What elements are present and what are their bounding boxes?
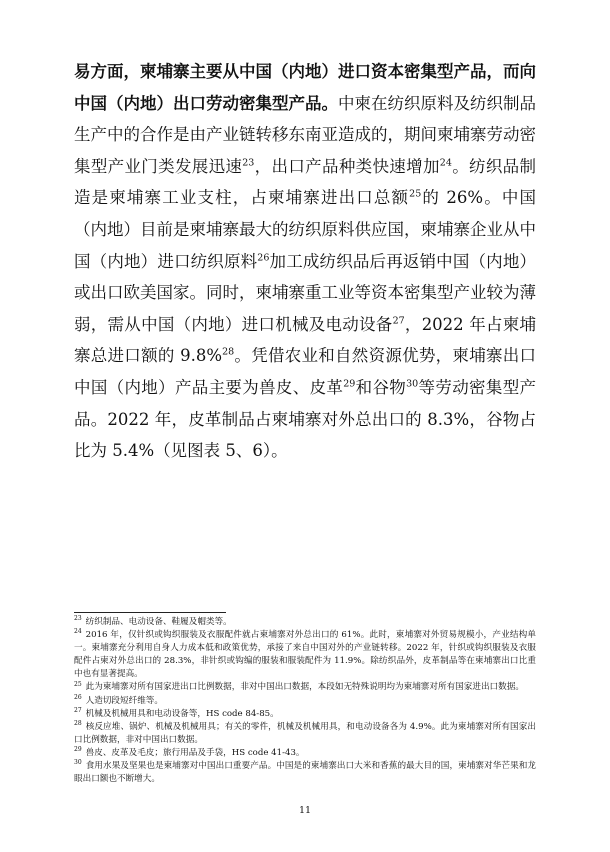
footnote-ref-23[interactable]: 23 [242,157,255,169]
footnote-ref-30[interactable]: 30 [406,378,419,390]
footnotes [74,616,536,786]
footnote-ref-26[interactable]: 26 [257,252,270,264]
footnote-mark: 27 [74,706,82,714]
body-segment: ，出口产品种类快速增加 [254,156,440,176]
footnote-26 [74,695,536,708]
footnote-text: 2016 年，仅针织或钩织服装及衣服配件就占柬埔寨对外总出口的 61%。此时，柬埔寨对外贸易规模小，产业结构单一。柬埔寨充分利用自身人力成本低和政策优势，承接了来自中国对外的产业链转移。2022 年，针织或钩织服装及衣服配件占柬对外总出口的 28.3%，非针织或钩编的服装和服装配件为 11.9%。除纺织品外，皮革制品等在柬埔寨出口比重中也有显著提高。 [74,630,536,680]
footnote-ref-25[interactable]: 25 [409,188,422,200]
body-segment: 等劳动密集型产品。2022 年，皮革制品占柬埔寨对外总出口的 8.3%，谷物占比为 5.4%（见图表 5、6）。 [74,377,537,461]
footnote-29 [74,747,536,760]
page-number: 11 [298,805,312,816]
body-segment: 。纺织品制造是柬埔寨工业支柱，占柬埔寨进出口总额 [74,156,537,208]
footnote-mark: 24 [74,628,82,636]
body-segment: 中柬在纺织原料及纺织制品生产中的合作是由产业链转移东南亚造成的，期间柬埔寨劳动密集型产业门类发展迅速 [74,93,536,176]
footnote-text: 兽皮、皮革及毛皮；旅行用品及手袋，HS code 41-43。 [85,747,305,758]
footnote-ref-29[interactable]: 29 [343,378,356,390]
footnote-mark: 28 [74,719,82,727]
footnote-mark: 25 [74,680,82,688]
body-paragraph [74,56,536,467]
footnote-23 [74,616,536,629]
footnote-text: 此为柬埔寨对所有国家进出口比例数据，非对中国出口数据，本段如无特殊说明均为柬埔寨对所有国家进出口数据。 [85,682,524,693]
footnote-28 [74,721,536,747]
footnote-25 [74,681,536,694]
footnote-27 [74,708,536,721]
footnote-24 [74,629,536,681]
footnote-mark: 26 [74,693,82,701]
footnote-text: 纺织制品、电动设备、鞋履及帽类等。 [85,617,232,627]
footnote-divider [74,612,226,613]
footnote-text: 机械及机械用具和电动设备等，HS code 84-85。 [85,708,279,719]
body-segment: 加工成纺织品后再返销中国（内地）或出口欧美国家。同时，柬埔寨重工业等资本密集型产业较为薄弱，需从中国（内地）进口机械及电动设备 [74,251,537,334]
footnote-mark: 29 [74,746,82,754]
body-segment: 的 26%。中国（内地）目前是柬埔寨最大的纺织原料供应国，柬埔寨企业从中国（内地）进口纺织原料 [74,188,537,271]
footnote-30 [74,760,536,786]
footnote-mark: 23 [74,615,82,623]
footnote-ref-24[interactable]: 24 [439,157,452,169]
bold-lead-sentence: 易方面，柬埔寨主要从中国（内地）进口资本密集型产品，而向中国（内地）出口劳动密集型产品。 [74,62,536,113]
body-segment: 和谷物 [355,377,407,397]
footnote-ref-27[interactable]: 27 [392,315,405,327]
footnote-text: 核反应堆、锅炉、机械及机械用具；有关的零件，机械及机械用具，和电动设备各为 4.9%。此为柬埔寨对所有国家出口比例数据，非对中国出口数据。 [74,721,536,745]
footnote-mark: 30 [74,759,82,767]
body-segment: 。凭借农业和自然资源优势，柬埔寨出口中国（内地）产品主要为兽皮、皮革 [74,346,537,397]
body-segment: ，2022 年占柬埔寨总进口额的 9.8% [74,314,536,366]
footnote-text: 人造切段短纤维等。 [85,695,163,706]
footnote-text: 食用水果及坚果也是柬埔寨对中国出口重要产品。中国是的柬埔寨出口大米和香蕉的最大目的国，柬埔寨对华芒果和龙眼出口额也不断增大。 [74,761,536,785]
footnote-ref-28[interactable]: 28 [222,346,235,358]
